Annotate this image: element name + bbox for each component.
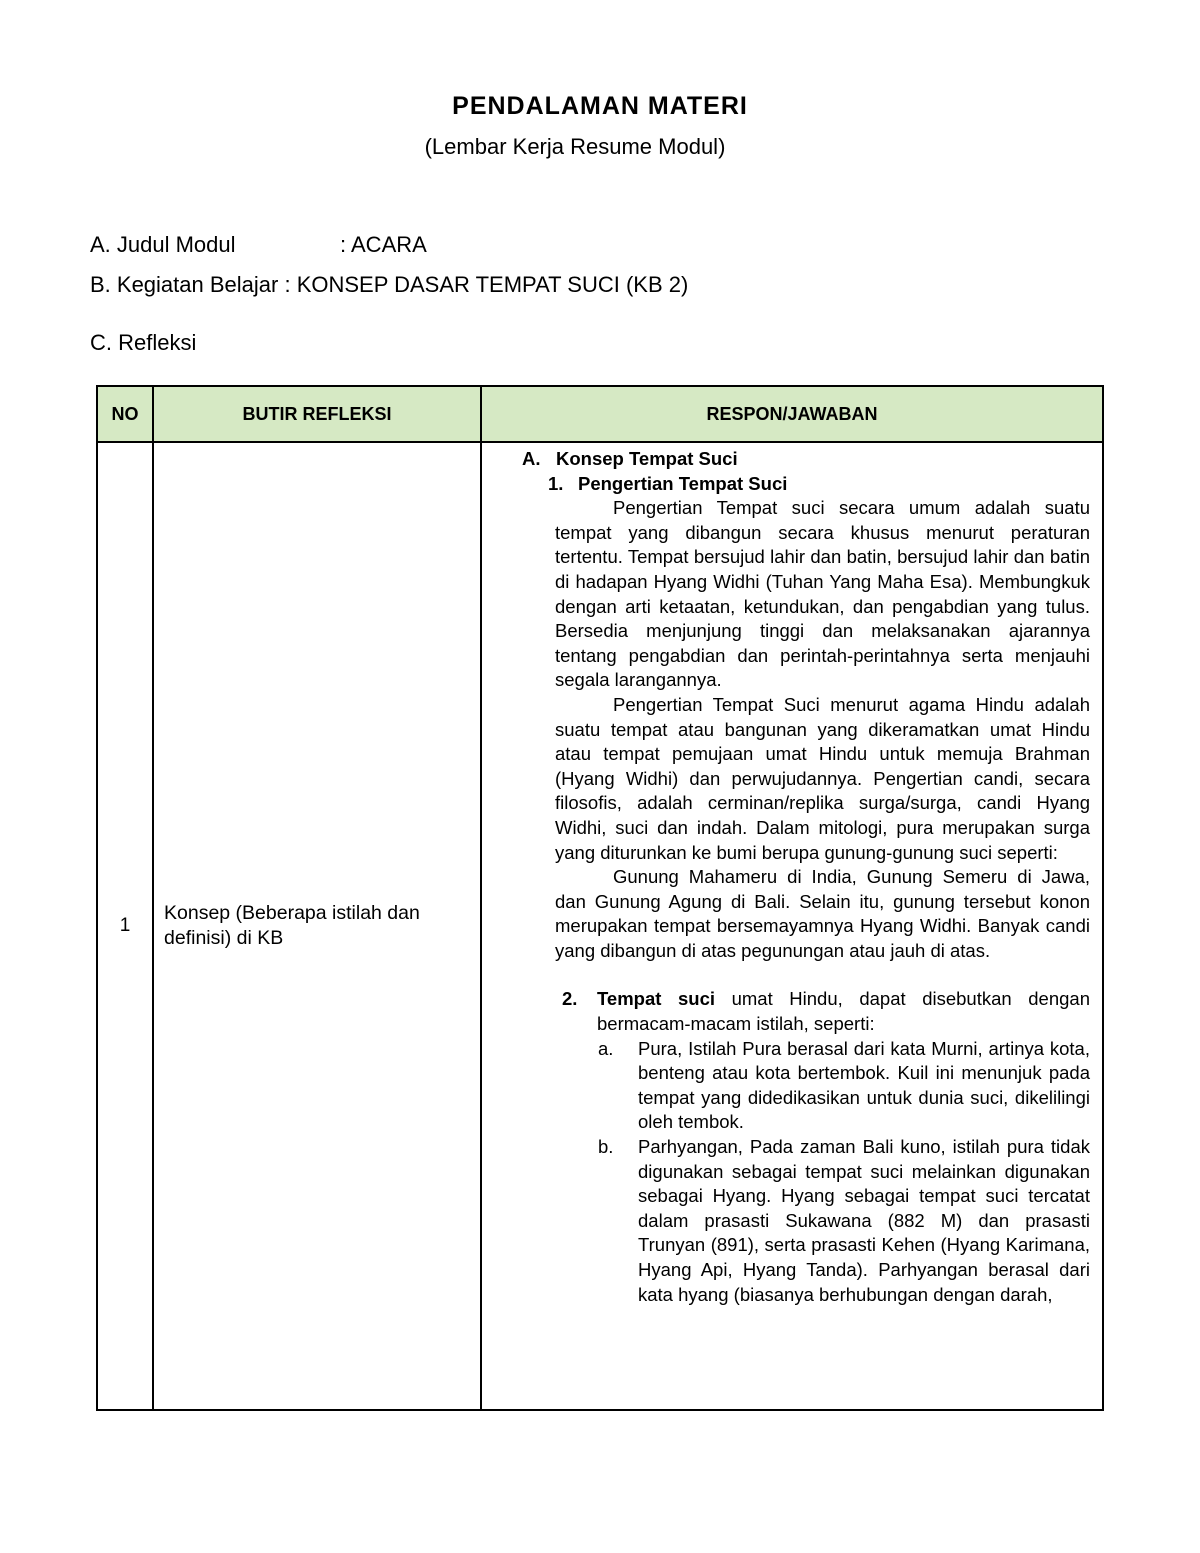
- section-heading: A. Konsep Tempat Suci: [522, 448, 738, 469]
- paragraph-general-definition: Pengertian Tempat suci secara umum adalah suatu tempat yang dibangun secara khusus menurut peraturan tertentu. Tempat bersujud lahir dan batin, bersujud lahir dan batin di hadapan Hyang Widhi (Tuhan Yang Maha Esa). Membungkuk dengan arti ketaatan, ketundukan, dan pengabdian yang tulus. Bersedia menjunjung tinggi dan melaksanakan ajarannya tentang pengabdian dan perintah-perintahnya serta menjauhi segala larangannya.: [555, 497, 1090, 691]
- module-title-line: [90, 232, 427, 258]
- page-subtitle: (Lembar Kerja Resume Modul): [424, 134, 726, 159]
- list-item-pura: a. Pura, Istilah Pura berasal dari kata Murni, artinya kota, benteng atau kota bertembok. Kuil ini menunjuk pada tempat yang didedikasikan untuk dunia suci, dikelilingi oleh tembok.: [598, 1037, 1090, 1133]
- page-title: PENDALAMAN MATERI: [452, 92, 748, 120]
- module-title-value: : ACARA: [340, 232, 427, 257]
- header-no: NO: [97, 386, 153, 442]
- row-butir: Konsep (Beberapa istilah dan definisi) di KB: [153, 442, 481, 1410]
- table-row: [97, 442, 1103, 1410]
- table-header-row: [97, 386, 1103, 442]
- learning-activity-value: : KONSEP DASAR TEMPAT SUCI (KB 2): [284, 272, 689, 297]
- paragraph-mountains: Gunung Mahameru di India, Gunung Semeru di Jawa, dan Gunung Agung di Bali. Selain itu, gunung tersebut konon merupakan tempat bersemayamnya Hyang Widhi. Banyak candi yang dibangun di atas pegunungan atau jauh di atas.: [555, 866, 1090, 961]
- list-item-parhyangan: b. Parhyangan, Pada zaman Bali kuno, istilah pura tidak digunakan sebagai tempat suci melainkan digunakan sebagai Hyang. Hyang sebagai tempat suci tercatat dalam prasasti Sukawana (882 M) dan prasasti Trunyan (891), serta prasasti Kehen (Hyang Karimana, Hyang Api, Hyang Tanda). Parhyangan berasal dari kata hyang (biasanya berhubungan dengan darah,: [598, 1136, 1090, 1305]
- subsection-heading-1: 1. Pengertian Tempat Suci: [548, 472, 788, 494]
- learning-activity-label: B. Kegiatan Belajar: [90, 272, 279, 297]
- reflection-heading: C. Refleksi: [90, 330, 197, 355]
- header-respon-jawaban: RESPON/JAWABAN: [481, 386, 1103, 442]
- row-respon: [481, 442, 1103, 1410]
- reflection-table: [96, 385, 1104, 1411]
- paragraph-hindu-definition: Pengertian Tempat Suci menurut agama Hindu adalah suatu tempat atau bangunan yang dikeramatkan umat Hindu atau tempat pemujaan umat Hindu untuk memuja Brahman (Hyang Widhi) dan perwujudannya. Pengertian candi, secara filosofis, adalah cerminan/replika surga/surga, candi Hyang Widhi, suci dan indah. Dalam mitologi, pura merupakan surga yang diturunkan ke bumi berupa gunung-gunung suci seperti:: [555, 693, 1090, 863]
- learning-activity-line: [90, 272, 688, 298]
- subsection-2: 2. Tempat suci umat Hindu, dapat disebutkan dengan bermacam-macam istilah, seperti:: [562, 988, 1090, 1035]
- module-title-label: A. Judul Modul: [90, 232, 236, 257]
- row-number: 1: [97, 442, 153, 1410]
- header-butir-refleksi: BUTIR REFLEKSI: [153, 386, 481, 442]
